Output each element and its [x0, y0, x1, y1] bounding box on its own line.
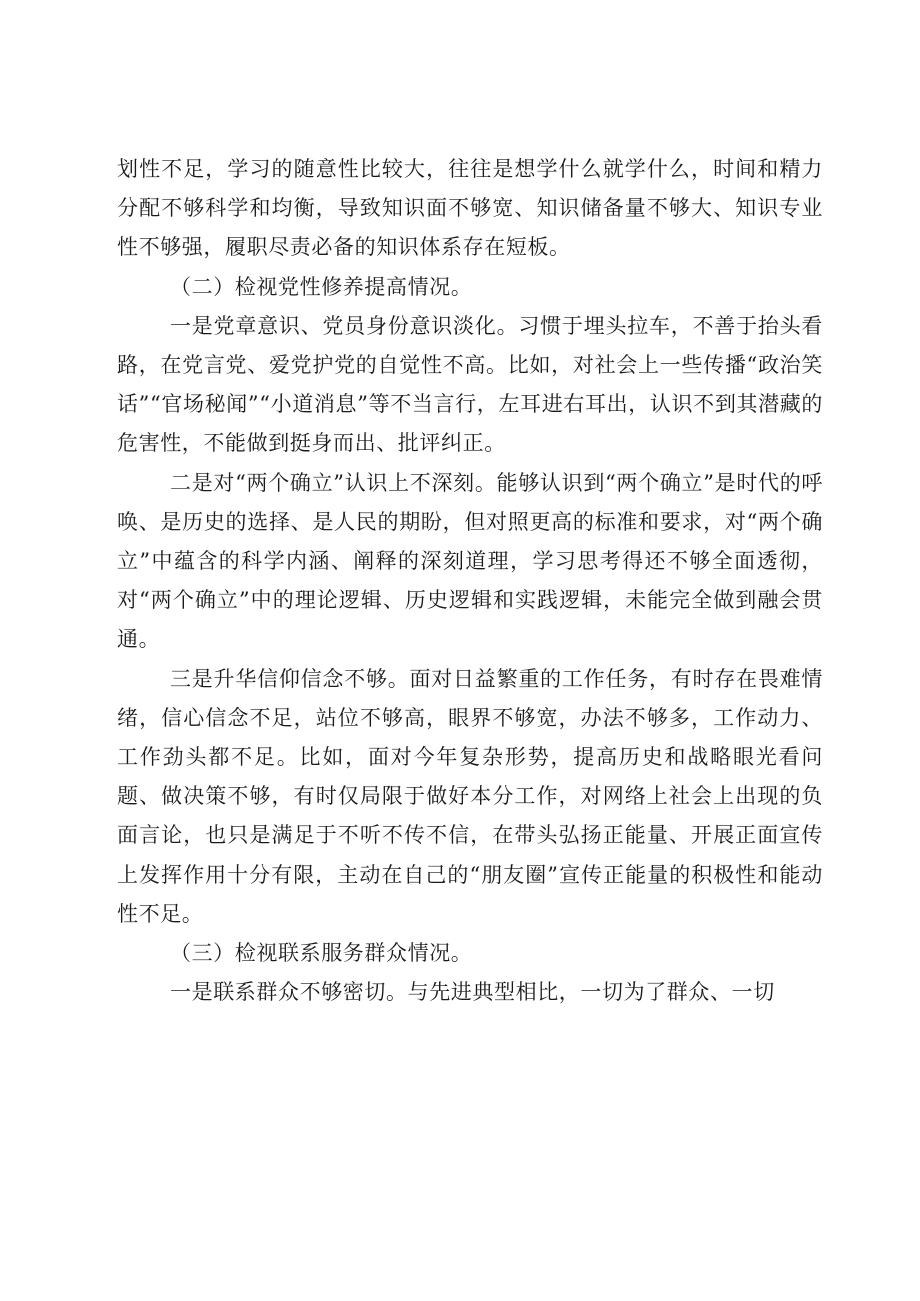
section-heading-party-spirit: （二）检视党性修养提高情况。: [170, 274, 473, 299]
paragraph-contact-masses: 一是联系群众不够密切。与先进典型相比，一切为了群众、一切: [170, 980, 775, 1005]
paragraph-continuation: 划性不足，学习的随意性比较大，往往是想学什么就学什么，时间和精力分配不够科学和均衡，导致知识面不够宽、知识储备量不够大、知识专业性不够强，履职尽责必备的知识体系存在短板。: [117, 157, 823, 260]
paragraph-faith-belief: 三是升华信仰信念不够。面对日益繁重的工作任务，有时存在畏难情绪，信心信念不足，站位不够高，眼界不够宽，办法不够多，工作动力、工作劲头都不足。比如，面对今年复杂形势，提高历史和战略眼光看问题、做决策不够，有时仅局限于做好本分工作，对网络上社会上出现的负面言论，也只是满足于不听不传不信，在带头弘扬正能量、开展正面宣传上发挥作用十分有限，主动在自己的“朋友圈”宣传正能量的积极性和能动性不足。: [117, 666, 823, 926]
paragraph-party-awareness: 一是党章意识、党员身份意识淡化。习惯于埋头拉车，不善于抬头看路，在党言党、爱党护党的自觉性不高。比如，对社会上一些传播“政治笑话”“官场秘闻”“小道消息”等不当言行，左耳进右耳出，认识不到其潜藏的危害性，不能做到挺身而出、批评纠正。: [117, 313, 823, 456]
paragraph-two-establishments: 二是对“两个确立”认识上不深刻。能够认识到“两个确立”是时代的呼唤、是历史的选择、是人民的期盼，但对照更高的标准和要求，对“两个确立”中蕴含的科学内涵、阐释的深刻道理，学习思考得还不够全面透彻，对“两个确立”中的理论逻辑、历史逻辑和实践逻辑，未能完全做到融会贯通。: [117, 470, 823, 652]
document-body: [117, 150, 823, 1012]
section-heading-serving-masses: （三）检视联系服务群众情况。: [170, 941, 473, 966]
